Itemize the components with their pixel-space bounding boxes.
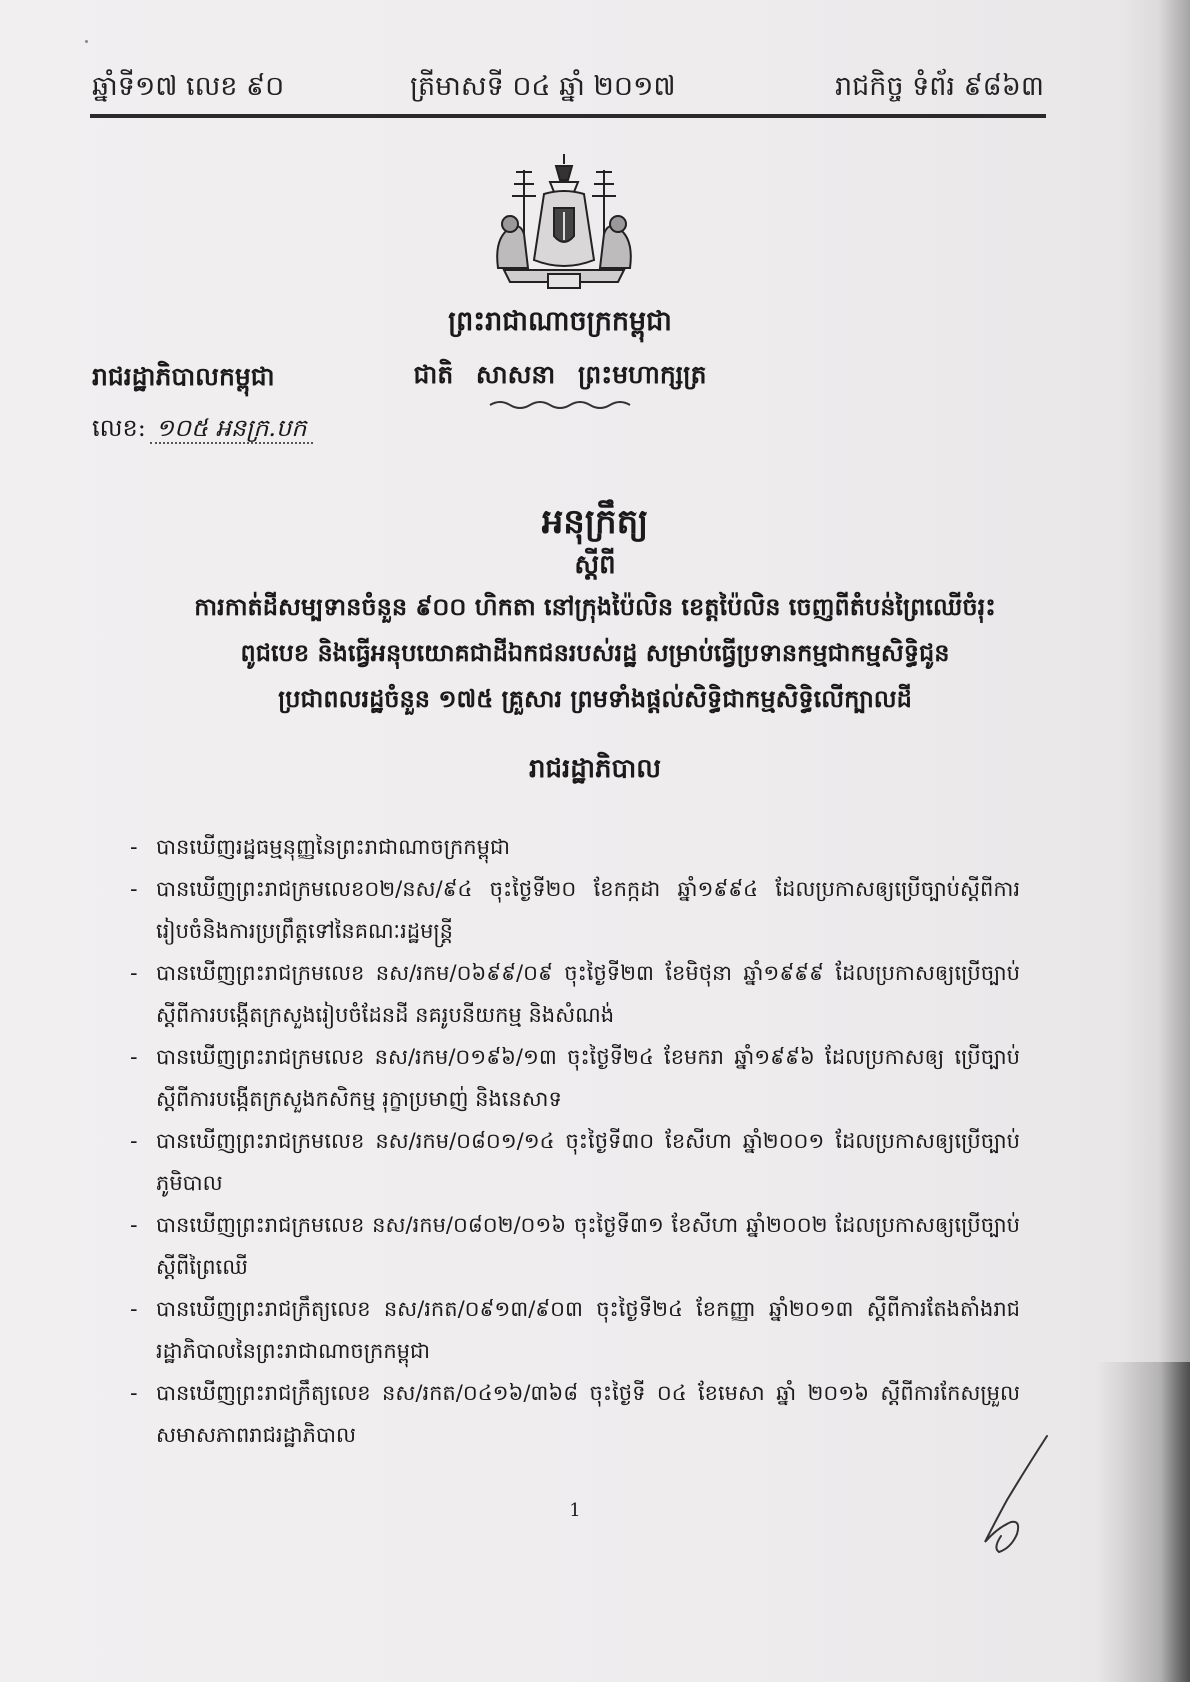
document-number-label: លេខ: — [92, 414, 146, 442]
government-heading: រាជរដ្ឋាភិបាល — [528, 754, 662, 784]
gazette-header — [92, 70, 1044, 114]
list-item — [130, 868, 1020, 952]
ornament-divider — [485, 397, 635, 413]
about-label: ស្តីពី — [574, 550, 616, 580]
page-number: 1 — [569, 1500, 581, 1521]
list-item — [130, 1372, 1020, 1456]
list-item — [130, 1036, 1020, 1120]
list-item-text: - បានឃើញព្រះរាជក្រមលេខ នស/រកម/០១៩៦/១៣ ចុះថ្ងៃទី២៤ ខែមករា ឆ្នាំ១៩៩៦ ដែលប្រកាសឲ្យ ប្រើច្បាប់ ស្តីពីការបង្កើតក្រសួងកសិកម្ម រុក្ខាប្រមាញ់ និងនេសាទ — [156, 1045, 1020, 1111]
list-item-text: - បានឃើញព្រះរាជក្រឹត្យលេខ នស/រកត/០៩១៣/៩០៣ ចុះថ្ងៃទី២៤ ខែកញ្ញា ឆ្នាំ២០១៣ ស្តីពីការតែងតាំងរាជរដ្ឋាភិបាលនៃព្រះរាជាណាចក្រកម្ពុជា — [156, 1297, 1020, 1363]
list-item — [130, 952, 1020, 1036]
scan-edge-shadow-bottom — [1095, 1362, 1190, 1682]
list-item-text: - បានឃើញព្រះរាជក្រមលេខ០២/នស/៩៤ ចុះថ្ងៃទី២០ ខែកក្កដា ឆ្នាំ១៩៩៤ ដែលប្រកាសឲ្យប្រើច្បាប់ស្តីពីការរៀបចំនិងការប្រព្រឹត្តទៅនៃគណៈរដ្ឋមន្ត្រី — [156, 877, 1020, 943]
royal-arms-emblem-icon — [484, 150, 644, 295]
subject-line-1: ការកាត់ដីសម្បទានចំនួន ៩០០ ហិកតា នៅក្រុងប៉ៃលិន ខេត្តប៉ៃលិន ចេញពីតំបន់ព្រៃឈើចំរុះ — [194, 592, 996, 621]
list-item — [130, 1288, 1020, 1372]
scan-speck — [85, 40, 88, 43]
gazette-year-issue: ឆ្នាំទី១៧ លេខ ៩០ — [92, 71, 285, 102]
national-motto: ជាតិ សាសនា ព្រះមហាក្សត្រ — [413, 360, 707, 389]
legal-basis-list — [130, 826, 1020, 1456]
list-item — [130, 826, 1020, 868]
list-item-text: - បានឃើញរដ្ឋធម្មនុញ្ញនៃព្រះរាជាណាចក្រកម្ពុជា — [156, 835, 510, 859]
list-item-text: - បានឃើញព្រះរាជក្រមលេខ នស/រកម/០៨០១/១៤ ចុះថ្ងៃទី៣០ ខែសីហា ឆ្នាំ២០០១ ដែលប្រកាសឲ្យប្រើច្បាប់ភូមិបាល — [156, 1129, 1020, 1195]
list-item-text: - បានឃើញព្រះរាជក្រមលេខ នស/រកម/០៨០២/០១៦ ចុះថ្ងៃទី៣១ ខែសីហា ឆ្នាំ២០០២ ដែលប្រកាសឲ្យប្រើច្បាប់ស្តីពីព្រៃឈើ — [156, 1213, 1020, 1279]
list-item — [130, 1204, 1020, 1288]
subject-line-2: ពូជបេខ និងធ្វើអនុបយោគជាដីឯកជនរបស់រដ្ឋ សម្រាប់ធ្វើប្រទានកម្មជាកម្មសិទ្ធិជូន — [240, 638, 950, 667]
gazette-quarter: ត្រីមាសទី ០៤ ឆ្នាំ ២០១៧ — [410, 71, 676, 102]
document-type-title: អនុក្រឹត្យ — [541, 502, 649, 542]
header-rule — [90, 114, 1046, 118]
list-item-text: - បានឃើញព្រះរាជក្រឹត្យលេខ នស/រកត/០៤១៦/៣៦៨ ចុះថ្ងៃទី ០៤ ខែមេសា ឆ្នាំ ២០១៦ ស្តីពីការកែសម្រួលសមាសភាពរាជរដ្ឋាភិបាល — [156, 1381, 1020, 1447]
signature-mark-icon — [955, 1430, 1065, 1560]
document-number-value: ១០៥ អនក្រ.បក — [150, 414, 313, 444]
list-item-text: - បានឃើញព្រះរាជក្រមលេខ នស/រកម/០៦៩៩/០៩ ចុះថ្ងៃទី២៣ ខែមិថុនា ឆ្នាំ១៩៩៩ ដែលប្រកាសឲ្យប្រើច្បាប់ស្តីពីការបង្កើតក្រសួងរៀបចំដែនដី នគរូបនីយកម្ម និងសំណង់ — [156, 961, 1020, 1027]
list-item — [130, 1120, 1020, 1204]
issuing-government: រាជរដ្ឋាភិបាលកម្ពុជា — [92, 362, 275, 391]
subject-line-3: ប្រជាពលរដ្ឋចំនួន ១៧៥ គ្រួសារ ព្រមទាំងផ្តល់សិទ្ធិជាកម្មសិទ្ធិលើក្បាលដី — [278, 684, 912, 713]
document-number — [92, 413, 313, 448]
gazette-page-ref: រាជកិច្ច ទំព័រ ៩៨៦៣ — [835, 71, 1044, 102]
kingdom-name: ព្រះរាជាណាចក្រកម្ពុជា — [448, 306, 672, 337]
